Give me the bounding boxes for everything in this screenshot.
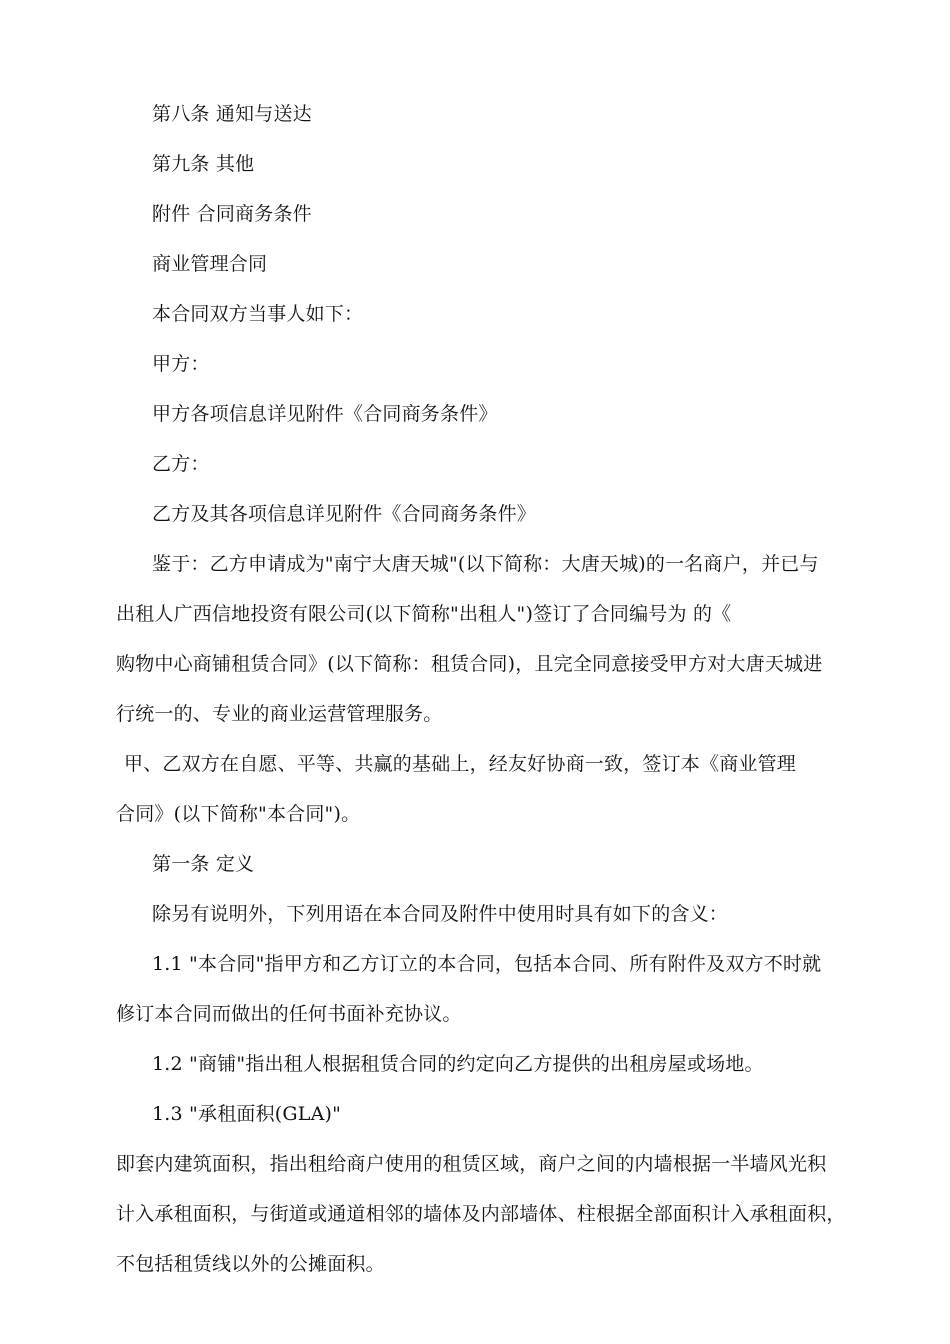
party-a-info: 甲方各项信息详见附件《合同商务条件》 — [152, 403, 498, 425]
heading-attachment: 附件 合同商务条件 — [152, 203, 312, 225]
recital-line: 出租人广西信地投资有限公司(以下简称"出租人")签订了合同编号为 的《 — [116, 603, 732, 625]
party-a-label: 甲方： — [152, 353, 210, 375]
clause-1-3-text: 计入承租面积，与街道或通道相邻的墙体及内部墙体、柱根据全部面积计入承租面积， — [116, 1203, 846, 1225]
clause-1-1: 1.1 "本合同"指甲方和乙方订立的本合同，包括本合同、所有附件及双方不时就 — [152, 953, 822, 975]
agreement-line: 合同》(以下简称"本合同")。 — [116, 803, 361, 825]
agreement-line: 甲、乙双方在自愿、平等、共赢的基础上，经友好协商一致，签订本《商业管理 — [124, 753, 797, 775]
clause-1-3: 1.3 "承租面积(GLA)" — [152, 1103, 342, 1125]
clause-1-1: 修订本合同而做出的任何书面补充协议。 — [116, 1003, 462, 1025]
heading-article-9: 第九条 其他 — [152, 153, 255, 175]
clause-1-3-text: 不包括租赁线以外的公摊面积。 — [116, 1253, 385, 1275]
party-b-info: 乙方及其各项信息详见附件《合同商务条件》 — [152, 503, 537, 525]
clause-1-2: 1.2 "商铺"指出租人根据租赁合同的约定向乙方提供的出租房屋或场地。 — [152, 1053, 764, 1075]
recital-line: 鉴于：乙方申请成为"南宁大唐天城"(以下简称：大唐天城)的一名商户，并已与 — [152, 553, 819, 575]
recital-line: 购物中心商铺租赁合同》(以下简称：租赁合同)，且完全同意接受甲方对大唐天城进 — [116, 653, 823, 675]
definitions-intro: 除另有说明外，下列用语在本合同及附件中使用时具有如下的含义： — [152, 903, 729, 925]
clause-1-3-text: 即套内建筑面积，指出租给商户使用的租赁区域，商户之间的内墙根据一半墙风光积 — [116, 1153, 827, 1175]
parties-intro: 本合同双方当事人如下： — [152, 303, 364, 325]
recital-line: 行统一的、专业的商业运营管理服务。 — [116, 703, 443, 725]
heading-article-8: 第八条 通知与送达 — [152, 103, 312, 125]
party-b-label: 乙方： — [152, 453, 210, 475]
heading-article-1: 第一条 定义 — [152, 853, 255, 875]
contract-title: 商业管理合同 — [152, 253, 268, 275]
